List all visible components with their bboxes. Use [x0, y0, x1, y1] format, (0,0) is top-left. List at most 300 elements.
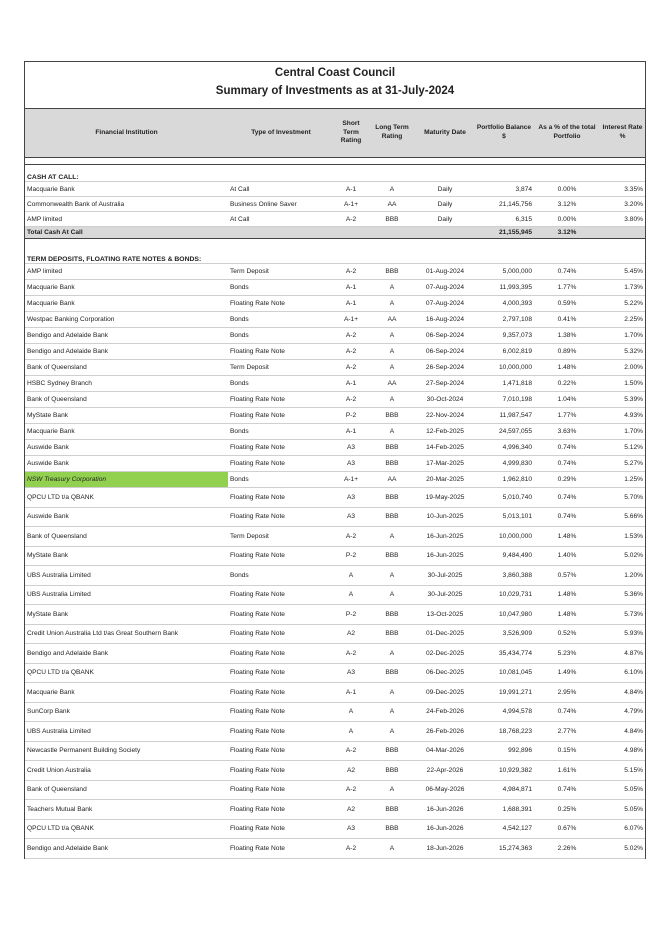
cell-investment-type: Floating Rate Note	[228, 761, 334, 781]
cell-portfolio-balance: 6,315	[474, 212, 534, 227]
cell-investment-type: Floating Rate Note	[228, 585, 334, 605]
cell-short-term-rating: A2	[334, 624, 368, 644]
cell-portfolio-balance: 6,002,819	[474, 344, 534, 360]
cell-percent-of-portfolio: 0.59%	[534, 296, 600, 312]
cell-maturity-date: 06-Sep-2024	[416, 344, 474, 360]
header-institution: Financial Institution	[25, 109, 228, 158]
cell-portfolio-balance: 3,874	[474, 182, 534, 197]
report-title: Central Coast Council	[274, 67, 396, 79]
cell-short-term-rating: A3	[334, 456, 368, 472]
cell-institution: Bendigo and Adelaide Bank	[25, 644, 228, 664]
cell-long-term-rating: BBB	[368, 264, 416, 280]
cell-long-term-rating: BBB	[368, 624, 416, 644]
cell-interest-rate: 4.79%	[600, 702, 645, 722]
cell-short-term-rating: A-1	[334, 683, 368, 703]
cell-short-term-rating: A3	[334, 819, 368, 839]
header-percent-of-portfolio: As a % of the total Portfolio	[534, 109, 600, 158]
table-row	[25, 212, 645, 227]
table-row	[25, 546, 645, 566]
table-row	[25, 376, 645, 392]
table-row	[25, 839, 645, 859]
cell-long-term-rating: BBB	[368, 605, 416, 625]
cell-institution: MyState Bank	[25, 605, 228, 625]
cell-long-term-rating: BBB	[368, 507, 416, 527]
table-row	[25, 624, 645, 644]
table-row	[25, 683, 645, 703]
cell-institution: Bank of Queensland	[25, 527, 228, 547]
cell-institution: NSW Treasury Corporation	[25, 472, 228, 488]
cell-short-term-rating: A3	[334, 488, 368, 508]
cell-institution: Macquarie Bank	[25, 280, 228, 296]
table-row	[25, 780, 645, 800]
cell-institution: Auswide Bank	[25, 507, 228, 527]
cell-long-term-rating: A	[368, 360, 416, 376]
cell-short-term-rating: A2	[334, 800, 368, 820]
table-row	[25, 280, 645, 296]
cell-long-term-rating: A	[368, 527, 416, 547]
cell-investment-type: Floating Rate Note	[228, 702, 334, 722]
cell-long-term-rating: BBB	[368, 761, 416, 781]
cell-institution: Macquarie Bank	[25, 182, 228, 197]
cell-interest-rate: 4.93%	[600, 408, 645, 424]
cell-long-term-rating: AA	[368, 197, 416, 212]
cell-maturity-date: 26-Feb-2026	[416, 722, 474, 742]
report-subtitle: Summary of Investments as at 31-July-2024	[215, 85, 455, 97]
cell-short-term-rating: P-2	[334, 546, 368, 566]
cell-institution: Bank of Queensland	[25, 780, 228, 800]
cell-short-term-rating: A3	[334, 663, 368, 683]
cell-portfolio-balance: 1,688,391	[474, 800, 534, 820]
section-header-cash	[25, 165, 645, 182]
cell-percent-of-portfolio: 0.74%	[534, 264, 600, 280]
cell-portfolio-balance: 10,029,731	[474, 585, 534, 605]
cell-maturity-date: Daily	[416, 182, 474, 197]
cell-short-term-rating: A-2	[334, 392, 368, 408]
cell-interest-rate: 5.22%	[600, 296, 645, 312]
cell-interest-rate: 1.20%	[600, 566, 645, 586]
cell-short-term-rating: A-1+	[334, 197, 368, 212]
cell-portfolio-balance: 4,999,830	[474, 456, 534, 472]
cell-interest-rate: 5.73%	[600, 605, 645, 625]
cell-portfolio-balance: 1,471,818	[474, 376, 534, 392]
cell-portfolio-balance: 1,962,810	[474, 472, 534, 488]
cell-investment-type: Bonds	[228, 472, 334, 488]
report-title-block	[25, 62, 645, 109]
cell-short-term-rating: A	[334, 585, 368, 605]
cell-interest-rate: 5.70%	[600, 488, 645, 508]
cell-percent-of-portfolio: 1.48%	[534, 585, 600, 605]
cell-interest-rate: 5.02%	[600, 546, 645, 566]
table-row	[25, 424, 645, 440]
cell-portfolio-balance: 24,597,055	[474, 424, 534, 440]
cell-maturity-date: 20-Mar-2025	[416, 472, 474, 488]
header-portfolio-balance: Portfolio Balance $	[474, 109, 534, 158]
cell-portfolio-balance: 10,000,000	[474, 360, 534, 376]
cell-long-term-rating: AA	[368, 472, 416, 488]
cell-maturity-date: 10-Jun-2025	[416, 507, 474, 527]
cell-investment-type: Floating Rate Note	[228, 344, 334, 360]
cell-interest-rate: 4.87%	[600, 644, 645, 664]
cell-investment-type: Floating Rate Note	[228, 440, 334, 456]
cell-interest-rate: 5.36%	[600, 585, 645, 605]
cell-institution: Newcastle Permanent Building Society	[25, 741, 228, 761]
cell-institution: QPCU LTD t/a QBANK	[25, 663, 228, 683]
cell-portfolio-balance: 4,984,871	[474, 780, 534, 800]
cell-long-term-rating: A	[368, 722, 416, 742]
cell-long-term-rating: A	[368, 182, 416, 197]
cell-institution: Credit Union Australia	[25, 761, 228, 781]
cell-maturity-date: 18-Jun-2026	[416, 839, 474, 859]
total-cash-row	[25, 227, 645, 239]
section-header-term	[25, 247, 645, 264]
cell-interest-rate: 5.32%	[600, 344, 645, 360]
header-short-term-rating: Short Term Rating	[334, 109, 368, 158]
cell-investment-type: Floating Rate Note	[228, 456, 334, 472]
table-row	[25, 488, 645, 508]
cell-maturity-date: 16-Jun-2025	[416, 546, 474, 566]
cell-short-term-rating: A	[334, 722, 368, 742]
cell-interest-rate: 1.25%	[600, 472, 645, 488]
cell-maturity-date: 16-Aug-2024	[416, 312, 474, 328]
table-row	[25, 722, 645, 742]
table-row	[25, 344, 645, 360]
cell-percent-of-portfolio: 1.38%	[534, 328, 600, 344]
cell-interest-rate: 1.53%	[600, 527, 645, 547]
cell-percent-of-portfolio: 1.48%	[534, 605, 600, 625]
cell-institution: Macquarie Bank	[25, 683, 228, 703]
cell-maturity-date: 07-Aug-2024	[416, 296, 474, 312]
cell-long-term-rating: BBB	[368, 440, 416, 456]
cell-percent-of-portfolio: 2.95%	[534, 683, 600, 703]
cell-investment-type: Bonds	[228, 376, 334, 392]
cell-percent-of-portfolio: 1.49%	[534, 663, 600, 683]
cell-portfolio-balance: 4,996,340	[474, 440, 534, 456]
cell-institution: Commonwealth Bank of Australia	[25, 197, 228, 212]
cell-long-term-rating: A	[368, 392, 416, 408]
cell-portfolio-balance: 992,896	[474, 741, 534, 761]
cell-percent-of-portfolio: 1.77%	[534, 280, 600, 296]
cell-institution: Macquarie Bank	[25, 296, 228, 312]
cell-long-term-rating: A	[368, 644, 416, 664]
cell-long-term-rating: A	[368, 280, 416, 296]
cell-portfolio-balance: 19,991,271	[474, 683, 534, 703]
cell-short-term-rating: P-2	[334, 605, 368, 625]
cell-short-term-rating: A	[334, 566, 368, 586]
cell-percent-of-portfolio: 1.61%	[534, 761, 600, 781]
cell-interest-rate: 6.07%	[600, 819, 645, 839]
cell-percent-of-portfolio: 1.48%	[534, 527, 600, 547]
table-row	[25, 702, 645, 722]
cell-portfolio-balance: 9,357,073	[474, 328, 534, 344]
cell-interest-rate: 5.05%	[600, 800, 645, 820]
cell-percent-of-portfolio: 0.74%	[534, 780, 600, 800]
cell-institution: Bendigo and Adelaide Bank	[25, 344, 228, 360]
cell-maturity-date: 16-Jun-2026	[416, 800, 474, 820]
cell-short-term-rating: A3	[334, 440, 368, 456]
table-row	[25, 800, 645, 820]
cell-interest-rate: 5.39%	[600, 392, 645, 408]
cell-interest-rate: 4.98%	[600, 741, 645, 761]
cell-maturity-date: 07-Aug-2024	[416, 280, 474, 296]
cell-portfolio-balance: 10,047,980	[474, 605, 534, 625]
cell-long-term-rating: BBB	[368, 456, 416, 472]
spacer-row	[25, 239, 645, 248]
cell-long-term-rating: A	[368, 780, 416, 800]
cell-interest-rate: 1.50%	[600, 376, 645, 392]
cell-investment-type: Floating Rate Note	[228, 663, 334, 683]
cell-portfolio-balance: 10,000,000	[474, 527, 534, 547]
cell-short-term-rating: A	[334, 702, 368, 722]
cell-investment-type: Floating Rate Note	[228, 741, 334, 761]
cell-short-term-rating: A-2	[334, 644, 368, 664]
cell-investment-type: Floating Rate Note	[228, 644, 334, 664]
cell-investment-type: At Call	[228, 212, 334, 227]
table-row	[25, 566, 645, 586]
cell-maturity-date: 13-Oct-2025	[416, 605, 474, 625]
cell-short-term-rating: P-2	[334, 408, 368, 424]
cell-investment-type: Floating Rate Note	[228, 683, 334, 703]
cell-institution: QPCU LTD t/a QBANK	[25, 819, 228, 839]
cell-interest-rate: 1.70%	[600, 424, 645, 440]
cell-interest-rate: 4.84%	[600, 722, 645, 742]
cell-maturity-date: 04-Mar-2026	[416, 741, 474, 761]
cell-portfolio-balance: 2,797,108	[474, 312, 534, 328]
cell-institution: Credit Union Australia Ltd t/as Great Southern Bank	[25, 624, 228, 644]
header-interest-rate: Interest Rate %	[600, 109, 645, 158]
cell-maturity-date: 12-Feb-2025	[416, 424, 474, 440]
total-cash-label: Total Cash At Call	[25, 227, 474, 239]
table-row	[25, 328, 645, 344]
table-row	[25, 741, 645, 761]
cell-percent-of-portfolio: 0.74%	[534, 440, 600, 456]
cell-interest-rate: 6.10%	[600, 663, 645, 683]
cell-percent-of-portfolio: 0.22%	[534, 376, 600, 392]
cell-interest-rate: 1.73%	[600, 280, 645, 296]
cell-investment-type: Floating Rate Note	[228, 408, 334, 424]
cell-investment-type: Floating Rate Note	[228, 819, 334, 839]
cell-percent-of-portfolio: 0.52%	[534, 624, 600, 644]
cell-long-term-rating: A	[368, 424, 416, 440]
cell-maturity-date: 22-Apr-2026	[416, 761, 474, 781]
cell-maturity-date: 06-Dec-2025	[416, 663, 474, 683]
cell-investment-type: Bonds	[228, 280, 334, 296]
cell-percent-of-portfolio: 0.41%	[534, 312, 600, 328]
cell-percent-of-portfolio: 0.29%	[534, 472, 600, 488]
cell-interest-rate: 3.20%	[600, 197, 645, 212]
cell-investment-type: Floating Rate Note	[228, 546, 334, 566]
cell-interest-rate: 5.12%	[600, 440, 645, 456]
cell-percent-of-portfolio: 0.74%	[534, 488, 600, 508]
cell-interest-rate: 5.66%	[600, 507, 645, 527]
header-long-term-rating: Long Term Rating	[368, 109, 416, 158]
cell-investment-type: Floating Rate Note	[228, 392, 334, 408]
cell-maturity-date: 26-Sep-2024	[416, 360, 474, 376]
cell-short-term-rating: A-2	[334, 839, 368, 859]
cell-percent-of-portfolio: 0.67%	[534, 819, 600, 839]
cell-portfolio-balance: 4,542,127	[474, 819, 534, 839]
cell-percent-of-portfolio: 1.77%	[534, 408, 600, 424]
cell-institution: Bendigo and Adelaide Bank	[25, 328, 228, 344]
cell-portfolio-balance: 5,013,101	[474, 507, 534, 527]
cell-institution: QPCU LTD t/a QBANK	[25, 488, 228, 508]
cell-percent-of-portfolio: 1.04%	[534, 392, 600, 408]
cell-maturity-date: 22-Nov-2024	[416, 408, 474, 424]
cell-maturity-date: 16-Jun-2025	[416, 527, 474, 547]
cell-long-term-rating: BBB	[368, 741, 416, 761]
cell-institution: Auswide Bank	[25, 456, 228, 472]
cell-institution: MyState Bank	[25, 546, 228, 566]
cell-portfolio-balance: 9,484,490	[474, 546, 534, 566]
cell-short-term-rating: A-1+	[334, 472, 368, 488]
cell-long-term-rating: BBB	[368, 212, 416, 227]
cell-percent-of-portfolio: 0.74%	[534, 456, 600, 472]
cell-interest-rate: 3.80%	[600, 212, 645, 227]
cell-long-term-rating: A	[368, 585, 416, 605]
cell-investment-type: Term Deposit	[228, 360, 334, 376]
header-type: Type of Investment	[228, 109, 334, 158]
cell-long-term-rating: AA	[368, 376, 416, 392]
table-row	[25, 440, 645, 456]
cell-portfolio-balance: 4,994,578	[474, 702, 534, 722]
cell-short-term-rating: A-2	[334, 360, 368, 376]
cell-short-term-rating: A3	[334, 507, 368, 527]
table-row	[25, 197, 645, 212]
table-row	[25, 264, 645, 280]
cell-short-term-rating: A-2	[334, 344, 368, 360]
cell-portfolio-balance: 21,145,756	[474, 197, 534, 212]
cell-maturity-date: 09-Dec-2025	[416, 683, 474, 703]
cell-institution: UBS Australia Limited	[25, 585, 228, 605]
cell-portfolio-balance: 35,434,774	[474, 644, 534, 664]
cell-investment-type: Bonds	[228, 566, 334, 586]
cell-portfolio-balance: 4,000,393	[474, 296, 534, 312]
cell-institution: AMP limited	[25, 264, 228, 280]
section-title-term: TERM DEPOSITS, FLOATING RATE NOTES & BONDS:	[25, 247, 645, 264]
cell-investment-type: Floating Rate Note	[228, 296, 334, 312]
cell-long-term-rating: A	[368, 344, 416, 360]
cell-investment-type: Floating Rate Note	[228, 488, 334, 508]
cell-long-term-rating: BBB	[368, 546, 416, 566]
cell-percent-of-portfolio: 5.23%	[534, 644, 600, 664]
cell-portfolio-balance: 3,526,909	[474, 624, 534, 644]
cell-interest-rate: 2.25%	[600, 312, 645, 328]
cell-long-term-rating: A	[368, 566, 416, 586]
cell-long-term-rating: AA	[368, 312, 416, 328]
table-row	[25, 408, 645, 424]
cell-investment-type: Term Deposit	[228, 264, 334, 280]
cell-maturity-date: 14-Feb-2025	[416, 440, 474, 456]
table-row	[25, 360, 645, 376]
cell-investment-type: At Call	[228, 182, 334, 197]
cell-institution: Bank of Queensland	[25, 360, 228, 376]
cell-institution: Westpac Banking Corporation	[25, 312, 228, 328]
cell-institution: MyState Bank	[25, 408, 228, 424]
cell-percent-of-portfolio: 1.40%	[534, 546, 600, 566]
cell-maturity-date: 01-Aug-2024	[416, 264, 474, 280]
cell-maturity-date: 30-Jul-2025	[416, 585, 474, 605]
table-row	[25, 472, 645, 488]
cell-percent-of-portfolio: 3.63%	[534, 424, 600, 440]
cell-short-term-rating: A-1	[334, 376, 368, 392]
cell-investment-type: Business Online Saver	[228, 197, 334, 212]
table-row	[25, 644, 645, 664]
cell-investment-type: Floating Rate Note	[228, 800, 334, 820]
table-row	[25, 507, 645, 527]
cell-maturity-date: Daily	[416, 197, 474, 212]
cell-long-term-rating: BBB	[368, 819, 416, 839]
cell-maturity-date: 02-Dec-2025	[416, 644, 474, 664]
cell-institution: Bendigo and Adelaide Bank	[25, 839, 228, 859]
table-row	[25, 312, 645, 328]
cell-institution: Auswide Bank	[25, 440, 228, 456]
cell-short-term-rating: A-2	[334, 328, 368, 344]
cell-investment-type: Floating Rate Note	[228, 780, 334, 800]
total-cash-percent: 3.12%	[534, 227, 600, 239]
cell-percent-of-portfolio: 0.00%	[534, 182, 600, 197]
cell-long-term-rating: BBB	[368, 408, 416, 424]
cell-percent-of-portfolio: 1.48%	[534, 360, 600, 376]
cell-maturity-date: 16-Jun-2026	[416, 819, 474, 839]
cell-maturity-date: 17-Mar-2025	[416, 456, 474, 472]
cell-interest-rate: 5.93%	[600, 624, 645, 644]
cell-maturity-date: 01-Dec-2025	[416, 624, 474, 644]
cell-interest-rate: 5.02%	[600, 839, 645, 859]
cell-percent-of-portfolio: 0.74%	[534, 507, 600, 527]
cell-percent-of-portfolio: 0.25%	[534, 800, 600, 820]
cell-percent-of-portfolio: 3.12%	[534, 197, 600, 212]
table-row	[25, 761, 645, 781]
table-row	[25, 605, 645, 625]
cell-investment-type: Floating Rate Note	[228, 839, 334, 859]
cell-institution: Macquarie Bank	[25, 424, 228, 440]
cell-institution: UBS Australia Limited	[25, 566, 228, 586]
cell-percent-of-portfolio: 2.77%	[534, 722, 600, 742]
section-title-cash: CASH AT CALL:	[25, 165, 645, 182]
cell-maturity-date: 30-Oct-2024	[416, 392, 474, 408]
cell-percent-of-portfolio: 0.74%	[534, 702, 600, 722]
cell-short-term-rating: A-1+	[334, 312, 368, 328]
cell-portfolio-balance: 11,987,547	[474, 408, 534, 424]
cell-portfolio-balance: 7,010,198	[474, 392, 534, 408]
cell-interest-rate: 5.27%	[600, 456, 645, 472]
cell-maturity-date: 06-May-2026	[416, 780, 474, 800]
cell-interest-rate: 5.45%	[600, 264, 645, 280]
cell-short-term-rating: A-2	[334, 780, 368, 800]
cell-investment-type: Bonds	[228, 424, 334, 440]
table-row	[25, 296, 645, 312]
cell-interest-rate: 1.70%	[600, 328, 645, 344]
cell-interest-rate: 5.15%	[600, 761, 645, 781]
header-maturity-date: Maturity Date	[416, 109, 474, 158]
cell-percent-of-portfolio: 0.15%	[534, 741, 600, 761]
cell-investment-type: Floating Rate Note	[228, 624, 334, 644]
cell-portfolio-balance: 15,274,363	[474, 839, 534, 859]
cell-investment-type: Bonds	[228, 312, 334, 328]
cell-investment-type: Floating Rate Note	[228, 722, 334, 742]
cell-long-term-rating: BBB	[368, 800, 416, 820]
cell-short-term-rating: A-1	[334, 296, 368, 312]
cell-portfolio-balance: 11,993,395	[474, 280, 534, 296]
cell-percent-of-portfolio: 2.26%	[534, 839, 600, 859]
cell-institution: UBS Australia Limited	[25, 722, 228, 742]
cell-interest-rate: 4.84%	[600, 683, 645, 703]
total-cash-rate-empty	[600, 227, 645, 239]
cell-maturity-date: 24-Feb-2026	[416, 702, 474, 722]
cell-percent-of-portfolio: 0.00%	[534, 212, 600, 227]
investments-table	[25, 109, 645, 859]
table-row	[25, 456, 645, 472]
cell-interest-rate: 5.05%	[600, 780, 645, 800]
